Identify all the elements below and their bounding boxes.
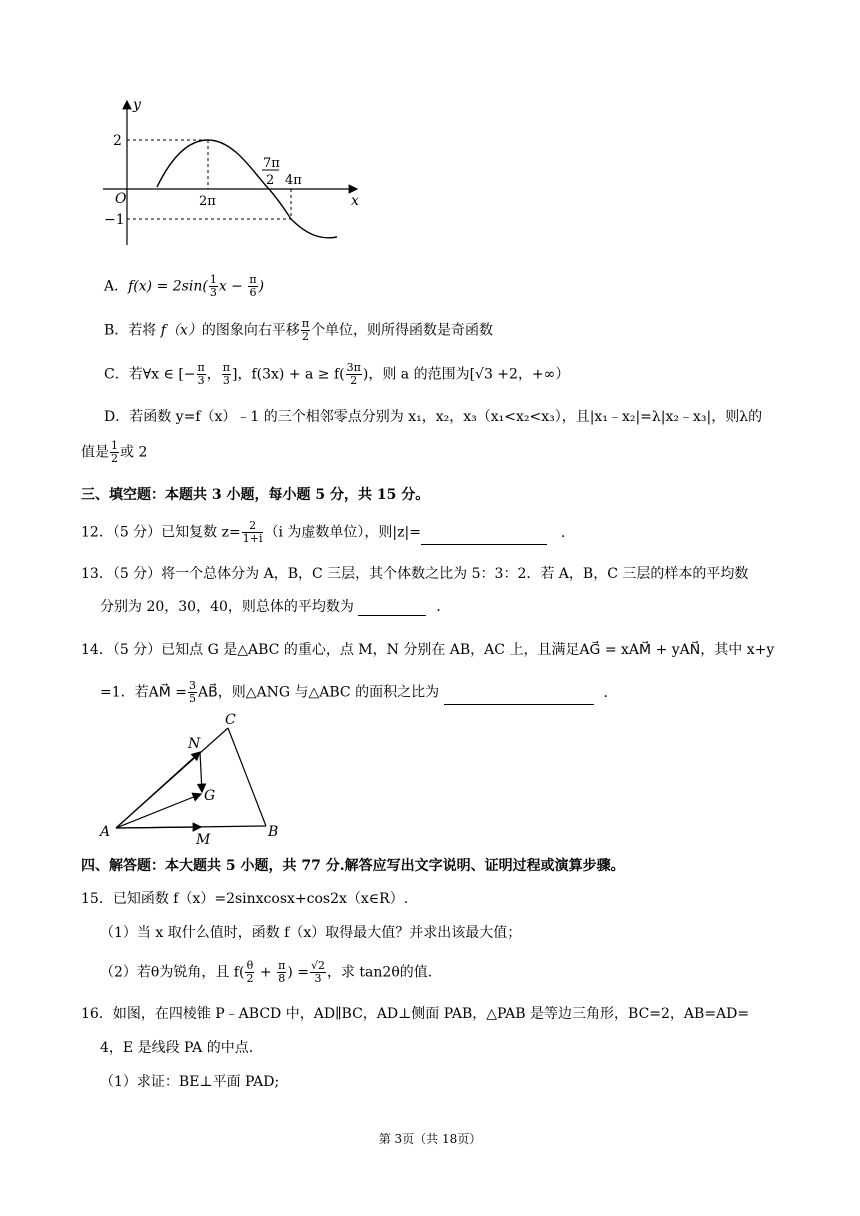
point-m-label: M [196, 832, 211, 848]
question-16-line2: 4，E 是线段 PA 的中点. [100, 1040, 254, 1056]
point-c-label: C [225, 712, 236, 728]
point-a-label: A [100, 824, 111, 840]
question-12: 12．（5 分）已知复数 z= $\frac{2}{1+i}$ （i 为虚数单位），则|z|= ． [81, 519, 575, 545]
section-4-heading: 四、解答题：本大题共 5 小题，共 77 分.解答应写出文字说明、证明过程或演算步骤。 [81, 858, 625, 874]
question-14-line2: =1．若AM⃗ = $\frac{3}{5}$ AB⃗，则△ANG 与△ABC 的面积之比为 ． [100, 679, 618, 705]
point-n-label: N [188, 736, 201, 752]
y-tick-neg1: −1 [104, 212, 125, 228]
question-14-line1: 14．（5 分）已知点 G 是△ABC 的重心，点 M，N 分别在 AB，AC 上，且满足AG⃗ = xAM⃗ + yAN⃗，其中 x+y [81, 642, 775, 658]
answer-blank-12[interactable] [421, 530, 547, 545]
answer-blank-14[interactable] [444, 690, 594, 705]
option-b: B．若将 f（x）的图象向右平移 $\frac{\pi}{2}$ 个单位，则所得函数是奇函数 [104, 317, 494, 343]
origin-label: O [115, 191, 127, 207]
segment-ng [200, 752, 202, 792]
option-a: A．f(x) = 2sin( $\frac{1}{3}$ x − $\frac{\pi}{6}$ ) [104, 273, 265, 299]
question-15-part1: （1）当 x 取什么值时，函数 f（x）取得最大值？并求出该最大值； [100, 925, 522, 941]
x-axis-label: x [351, 193, 359, 209]
question-13-line1: 13．（5 分）将一个总体分为 A，B，C 三层，其个体数之比为 5：3：2．若 A，B，C 三层的样本的平均数 [81, 566, 749, 582]
vector-an [116, 752, 200, 828]
x-tick-7pi2-num: 7π [263, 156, 280, 171]
answer-blank-13[interactable] [358, 601, 426, 616]
section-3-heading: 三、填空题：本题共 3 小题，每小题 5 分，共 15 分。 [81, 487, 430, 503]
function-graph [95, 95, 375, 255]
vector-ag [116, 794, 201, 828]
x-tick-7pi2-den: 2 [266, 173, 275, 188]
question-15-line1: 15．已知函数 f（x）=2sinxcosx+cos2x（x∈R）. [81, 891, 409, 907]
question-16-part1: （1）求证：BE⊥平面 PAD; [100, 1074, 280, 1090]
side-bc [228, 728, 266, 826]
triangle-figure [98, 708, 298, 848]
question-16-line1: 16．如图，在四棱锥 P﹣ABCD 中，AD∥BC，AD⊥侧面 PAB，△PAB 是等边三角形，BC=2，AB=AD= [81, 1006, 750, 1022]
y-axis-label: y [133, 97, 141, 113]
question-15-part2: （2）若θ为锐角，且 f( $\frac{\theta}{2}$ + $\frac{\pi}{8}$ ) = $\frac{√2}{3}$ ，求 tan2θ的值. [100, 959, 433, 985]
option-d-line2: 值是 $\frac{1}{2}$ 或 2 [81, 439, 148, 465]
point-b-label: B [268, 824, 279, 840]
y-tick-2: 2 [113, 133, 122, 149]
question-13-line2: 分别为 20，30，40，则总体的平均数为 ． [100, 599, 451, 615]
page-footer: 第 3页（共 18页） [378, 1132, 482, 1146]
option-d-line1: D．若函数 y=f（x）﹣1 的三个相邻零点分别为 x₁，x₂，x₃（x₁<x₂<x₃），且|x₁﹣x₂|=λ|x₂﹣x₃|，则λ的 [104, 409, 763, 425]
x-tick-2pi: 2π [199, 194, 216, 209]
vector-am [116, 827, 201, 828]
point-g-label: G [204, 788, 216, 804]
option-c: C．若∀x ∈ [− $\frac{\pi}{3}$ ， $\frac{\pi}{3}$ ]，f(3x) + a ≥ f( $\frac{3\pi}{2}$ )，则 a 的范围为[√3 +2，+∞） [104, 361, 570, 387]
x-tick-4pi: 4π [285, 173, 302, 188]
